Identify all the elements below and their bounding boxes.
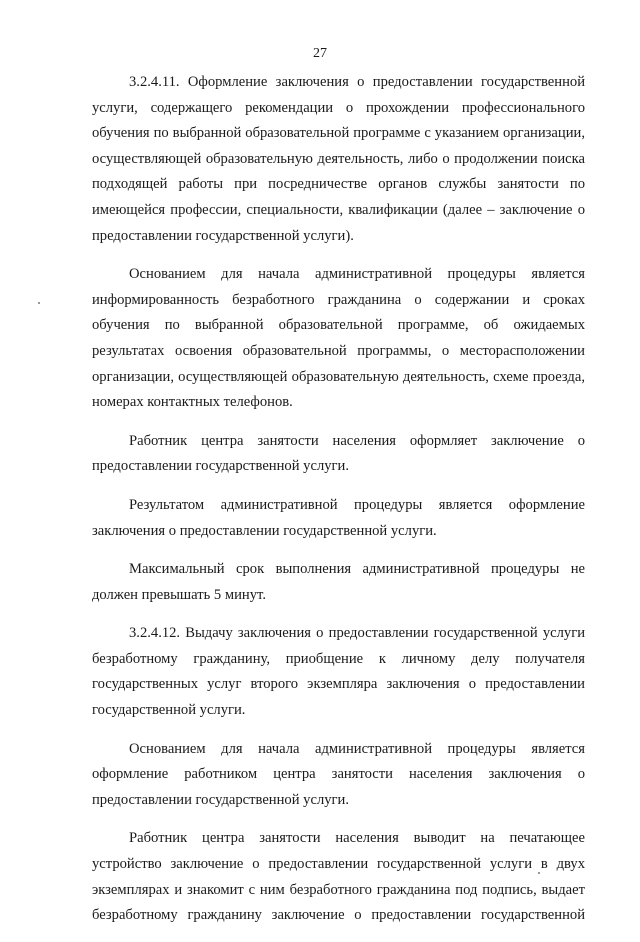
paragraph-basis-informedness: Основанием для начала административной процедуры является информированность безработного гражданина о содержании и сроках обучения по выбранной образовательной программе, об ожидаемых результатах освоения образовательной программы, о месторасположении организации, осуществляющей образовательную деятельность, схеме проезда, номерах контактных телефонов. (92, 266, 585, 411)
paragraph-procedure-result: Результатом административной процедуры является оформление заключения о предоставлении государственной услуги. (92, 496, 585, 539)
paragraph-worker-prints-conclusion: Работник центра занятости населения выводит на печатающее устройство заключение о предоставлении государственной услуги в двух экземплярах и знакомит с ним безработного гражданина под подпись, выдает безработному гражданину заключение о предоставлении государственной (92, 830, 585, 924)
page-number: 27 (313, 46, 327, 61)
paragraph-3-2-4-11: 3.2.4.11. Оформление заключения о предоставлении государственной услуги, содержащего рекомендации о прохождении профессионального обучения по выбранной образовательной программе с указанием организации, осуществляющей образовательную деятельность, либо о продолжении поиска подходящей работы при посредничестве органов службы занятости по имеющейся профессии, специальности, квалификации (далее – заключение о предоставлении государственной услуги). (92, 74, 585, 244)
document-body (92, 70, 585, 942)
scan-speck (38, 302, 40, 304)
paragraph-basis-conclusion-prepared: Основанием для начала административной процедуры является оформление работником центра занятости населения заключения о предоставлении государственной услуги. (92, 740, 585, 808)
paragraph-max-duration: Максимальный срок выполнения административной процедуры не должен превышать 5 минут. (92, 561, 585, 603)
paragraph-worker-prepares-conclusion: Работник центра занятости населения оформляет заключение о предоставлении государственной услуги. (92, 432, 585, 475)
scan-speck (538, 872, 540, 874)
paragraph-3-2-4-12: 3.2.4.12. Выдачу заключения о предоставлении государственной услуги безработному гражданину, приобщение к личному делу получателя государственных услуг второго экземпляра заключения о предоставлении государственной услуги. (92, 625, 585, 719)
